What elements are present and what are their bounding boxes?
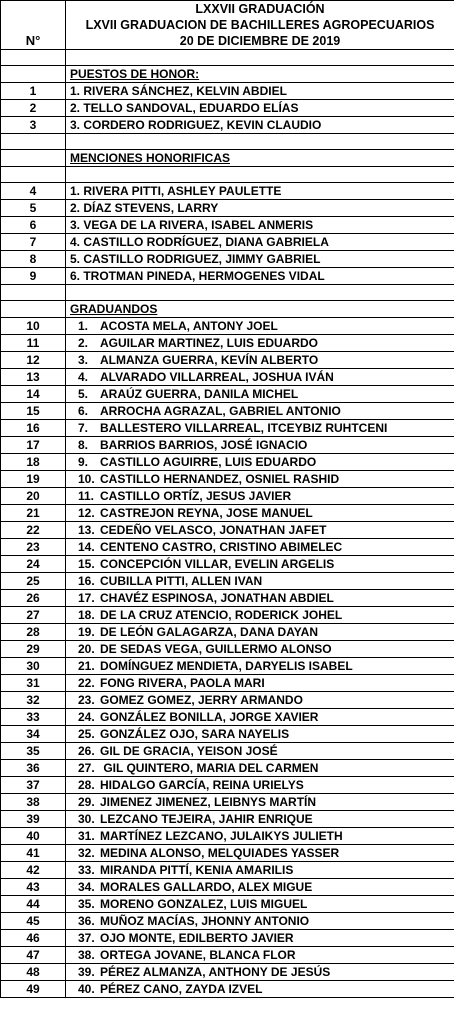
student-name: OJO MONTE, EDILBERTO JAVIER	[100, 931, 294, 945]
student-name: ARROCHA AGRAZAL, GABRIEL ANTONIO	[100, 404, 341, 418]
name-cell	[66, 386, 454, 403]
graduate-index: 19.	[78, 625, 95, 639]
row-number: 31	[1, 675, 66, 692]
name-cell	[66, 675, 454, 692]
row-number: 39	[1, 811, 66, 828]
graduate-index: 13.	[78, 523, 95, 537]
name-cell	[66, 335, 454, 352]
graduate-index: 26.	[78, 744, 95, 758]
student-name: MIRANDA PITTÍ, KENIA AMARILIS	[100, 863, 294, 877]
blank-row	[1, 134, 454, 150]
row-number: 5	[1, 200, 66, 217]
name-cell	[66, 896, 454, 913]
student-name: CASTREJON REYNA, JOSE MANUEL	[100, 506, 313, 520]
row-number: 36	[1, 760, 66, 777]
table-row	[1, 624, 454, 641]
graduate-index: 28.	[78, 778, 95, 792]
table-row	[1, 488, 454, 505]
graduate-index: 17.	[78, 591, 95, 605]
graduate-index: 10.	[78, 472, 95, 486]
graduate-index: 4.	[78, 370, 89, 384]
name-cell	[66, 100, 454, 117]
empty-cell	[1, 134, 66, 150]
row-number: 12	[1, 352, 66, 369]
name-cell	[66, 488, 454, 505]
name-cell	[66, 522, 454, 539]
student-name: 4. CASTILLO RODRÍGUEZ, DIANA GABRIELA	[70, 235, 329, 249]
student-name: GIL QUINTERO, MARIA DEL CARMEN	[100, 761, 319, 775]
student-name: MARTÍNEZ LEZCANO, JULAIKYS JULIETH	[100, 829, 343, 843]
table-row	[1, 83, 454, 100]
student-name: DE SEDAS VEGA, GUILLERMO ALONSO	[100, 642, 332, 656]
student-name: ARAÚZ GUERRA, DANILA MICHEL	[100, 387, 299, 401]
graduate-index: 22.	[78, 676, 95, 690]
table-row	[1, 251, 454, 268]
name-cell	[66, 760, 454, 777]
table-row	[1, 743, 454, 760]
row-number: 8	[1, 251, 66, 268]
table-row	[1, 471, 454, 488]
name-cell	[66, 183, 454, 200]
mentions-section-header	[1, 150, 454, 167]
row-number: 9	[1, 268, 66, 285]
table-row	[1, 335, 454, 352]
table-row	[1, 403, 454, 420]
row-number: 49	[1, 981, 66, 998]
table-row	[1, 964, 454, 981]
student-name: CEDEÑO VELASCO, JONATHAN JAFET	[100, 523, 327, 537]
graduate-index: 27.	[78, 761, 95, 775]
title-line-3: 20 DE DICIEMBRE DE 2019	[179, 34, 341, 48]
table-row	[1, 981, 454, 998]
student-name: GONZÁLEZ OJO, SARA NAYELIS	[100, 727, 290, 741]
graduate-index: 8.	[78, 438, 89, 452]
student-name: DE LEÓN GALAGARZA, DANA DAYAN	[100, 625, 319, 639]
graduate-index: 30.	[78, 812, 95, 826]
table-row	[1, 454, 454, 471]
blank-row	[1, 50, 454, 66]
blank-row	[1, 167, 454, 183]
table-row	[1, 556, 454, 573]
empty-cell	[66, 50, 454, 66]
table-row	[1, 709, 454, 726]
name-cell	[66, 743, 454, 760]
empty-cell	[1, 66, 66, 83]
row-number: 42	[1, 862, 66, 879]
graduate-index: 15.	[78, 557, 95, 571]
table-row	[1, 590, 454, 607]
student-name: 2. TELLO SANDOVAL, EDUARDO ELÍAS	[70, 101, 299, 115]
student-name: CONCEPCIÓN VILLAR, EVELIN ARGELIS	[100, 557, 335, 571]
name-cell	[66, 437, 454, 454]
section-label: GRADUANDOS	[66, 301, 454, 318]
row-number: 32	[1, 692, 66, 709]
table-row	[1, 913, 454, 930]
row-number: 38	[1, 794, 66, 811]
name-cell	[66, 947, 454, 964]
name-cell	[66, 777, 454, 794]
table-row	[1, 573, 454, 590]
name-cell	[66, 352, 454, 369]
row-number: 18	[1, 454, 66, 471]
row-number: 2	[1, 100, 66, 117]
student-name: MEDINA ALONSO, MELQUIADES YASSER	[100, 846, 340, 860]
name-cell	[66, 828, 454, 845]
row-number: 20	[1, 488, 66, 505]
student-name: JIMENEZ JIMENEZ, LEIBNYS MARTÍN	[100, 795, 317, 809]
graduate-index: 39.	[78, 965, 95, 979]
table-row	[1, 845, 454, 862]
row-number: 24	[1, 556, 66, 573]
graduate-index: 35.	[78, 897, 95, 911]
student-name: MORALES GALLARDO, ALEX MIGUE	[100, 880, 313, 894]
student-name: 3. CORDERO RODRIGUEZ, KEVIN CLAUDIO	[70, 118, 322, 132]
row-number: 26	[1, 590, 66, 607]
name-cell	[66, 268, 454, 285]
graduate-index: 25.	[78, 727, 95, 741]
name-cell	[66, 913, 454, 930]
graduate-index: 1.	[78, 319, 89, 333]
row-number: 40	[1, 828, 66, 845]
student-name: BALLESTERO VILLARREAL, ITCEYBIZ RUHTCENI	[100, 421, 388, 435]
table-row	[1, 522, 454, 539]
row-number: 47	[1, 947, 66, 964]
student-name: GOMEZ GOMEZ, JERRY ARMANDO	[100, 693, 303, 707]
row-number: 37	[1, 777, 66, 794]
empty-cell	[1, 167, 66, 183]
name-cell	[66, 641, 454, 658]
graduate-index: 34.	[78, 880, 95, 894]
table-body	[1, 1, 454, 998]
graduate-index: 18.	[78, 608, 95, 622]
row-number: 21	[1, 505, 66, 522]
name-cell	[66, 403, 454, 420]
table-row	[1, 760, 454, 777]
row-number: 23	[1, 539, 66, 556]
row-number: 46	[1, 930, 66, 947]
graduate-index: 24.	[78, 710, 95, 724]
row-number: 7	[1, 234, 66, 251]
student-name: HIDALGO GARCÍA, REINA URIELYS	[100, 778, 304, 792]
table-row	[1, 607, 454, 624]
graduate-index: 9.	[78, 455, 89, 469]
graduate-index: 14.	[78, 540, 95, 554]
name-cell	[66, 454, 454, 471]
name-cell	[66, 420, 454, 437]
document-title	[66, 1, 454, 50]
row-number: 13	[1, 369, 66, 386]
row-number: 30	[1, 658, 66, 675]
name-cell	[66, 794, 454, 811]
row-number: 17	[1, 437, 66, 454]
student-name: PÉREZ ALMANZA, ANTHONY DE JESÚS	[100, 965, 331, 979]
table-row	[1, 828, 454, 845]
empty-cell	[1, 150, 66, 167]
student-name: GIL DE GRACIA, YEISON JOSÉ	[100, 744, 278, 758]
student-name: 1. RIVERA PITTI, ASHLEY PAULETTE	[70, 184, 282, 198]
student-name: DOMÍNGUEZ MENDIETA, DARYELIS ISABEL	[100, 659, 353, 673]
table-row	[1, 777, 454, 794]
table-row	[1, 386, 454, 403]
name-cell	[66, 845, 454, 862]
table-row	[1, 811, 454, 828]
graduate-index: 12.	[78, 506, 95, 520]
title-line-1: LXXVII GRADUACIÓN	[195, 2, 325, 16]
graduate-index: 6.	[78, 404, 89, 418]
table-row	[1, 539, 454, 556]
name-cell	[66, 251, 454, 268]
student-name: DE LA CRUZ ATENCIO, RODERICK JOHEL	[100, 608, 343, 622]
table-row	[1, 100, 454, 117]
graduate-index: 7.	[78, 421, 89, 435]
student-name: ALMANZA GUERRA, KEVÍN ALBERTO	[100, 353, 319, 367]
name-cell	[66, 709, 454, 726]
section-label: MENCIONES HONORIFICAS	[66, 150, 454, 167]
name-cell	[66, 117, 454, 134]
name-cell	[66, 556, 454, 573]
row-number: 28	[1, 624, 66, 641]
student-name: FONG RIVERA, PAOLA MARI	[100, 676, 265, 690]
table-row	[1, 234, 454, 251]
graduate-index: 37.	[78, 931, 95, 945]
graduate-index: 29.	[78, 795, 95, 809]
student-name: ORTEGA JOVANE, BLANCA FLOR	[100, 948, 296, 962]
table-row	[1, 183, 454, 200]
student-name: CUBILLA PITTI, ALLEN IVAN	[100, 574, 263, 588]
student-name: CASTILLO ORTÍZ, JESUS JAVIER	[100, 489, 292, 503]
row-number: 15	[1, 403, 66, 420]
row-number: 43	[1, 879, 66, 896]
table-row	[1, 692, 454, 709]
graduate-index: 31.	[78, 829, 95, 843]
name-cell	[66, 862, 454, 879]
header-row	[1, 1, 454, 50]
row-number: 16	[1, 420, 66, 437]
student-name: MORENO GONZALEZ, LUIS MIGUEL	[100, 897, 308, 911]
name-cell	[66, 726, 454, 743]
student-name: PÉREZ CANO, ZAYDA IZVEL	[100, 982, 263, 996]
row-number: 48	[1, 964, 66, 981]
student-name: 3. VEGA DE LA RIVERA, ISABEL ANMERIS	[70, 218, 314, 232]
empty-cell	[1, 50, 66, 66]
row-number: 34	[1, 726, 66, 743]
graduate-index: 32.	[78, 846, 95, 860]
table-row	[1, 369, 454, 386]
row-number: 3	[1, 117, 66, 134]
row-number: 11	[1, 335, 66, 352]
student-name: MUÑOZ MACÍAS, JHONNY ANTONIO	[100, 914, 310, 928]
name-cell	[66, 217, 454, 234]
table-row	[1, 658, 454, 675]
row-number: 6	[1, 217, 66, 234]
graduate-index: 20.	[78, 642, 95, 656]
number-column-header: N°	[1, 1, 66, 50]
row-number: 22	[1, 522, 66, 539]
student-name: CENTENO CASTRO, CRISTINO ABIMELEC	[100, 540, 343, 554]
table-row	[1, 794, 454, 811]
name-cell	[66, 811, 454, 828]
honors-section-header	[1, 66, 454, 83]
table-row	[1, 200, 454, 217]
student-name: GONZÁLEZ BONILLA, JORGE XAVIER	[100, 710, 319, 724]
name-cell	[66, 658, 454, 675]
row-number: 14	[1, 386, 66, 403]
table-row	[1, 268, 454, 285]
name-cell	[66, 879, 454, 896]
table-row	[1, 117, 454, 134]
student-name: 1. RIVERA SÁNCHEZ, KELVIN ABDIEL	[70, 84, 287, 98]
table-row	[1, 947, 454, 964]
student-name: 5. CASTILLO RODRIGUEZ, JIMMY GABRIEL	[70, 252, 321, 266]
graduate-index: 21.	[78, 659, 95, 673]
name-cell	[66, 607, 454, 624]
name-cell	[66, 624, 454, 641]
table-row	[1, 726, 454, 743]
graduate-index: 11.	[78, 489, 95, 503]
row-number: 44	[1, 896, 66, 913]
student-name: CASTILLO AGUIRRE, LUIS EDUARDO	[100, 455, 317, 469]
row-number: 29	[1, 641, 66, 658]
row-number: 45	[1, 913, 66, 930]
graduates-section-header	[1, 301, 454, 318]
row-number: 4	[1, 183, 66, 200]
row-number: 1	[1, 83, 66, 100]
row-number: 25	[1, 573, 66, 590]
table-row	[1, 675, 454, 692]
section-label: PUESTOS DE HONOR:	[66, 66, 454, 83]
empty-cell	[66, 167, 454, 183]
blank-row	[1, 285, 454, 301]
row-number: 10	[1, 318, 66, 335]
name-cell	[66, 234, 454, 251]
row-number: 19	[1, 471, 66, 488]
graduate-index: 38.	[78, 948, 95, 962]
table-row	[1, 420, 454, 437]
table-row	[1, 930, 454, 947]
empty-cell	[1, 301, 66, 318]
table-row	[1, 505, 454, 522]
empty-cell	[66, 134, 454, 150]
student-name: ALVARADO VILLARREAL, JOSHUA IVÁN	[100, 370, 334, 384]
table-row	[1, 896, 454, 913]
name-cell	[66, 318, 454, 335]
row-number: 41	[1, 845, 66, 862]
table-row	[1, 879, 454, 896]
name-cell	[66, 590, 454, 607]
student-name: CASTILLO HERNANDEZ, OSNIEL RASHID	[100, 472, 340, 486]
graduate-index: 3.	[78, 353, 89, 367]
graduate-index: 16.	[78, 574, 95, 588]
name-cell	[66, 964, 454, 981]
name-cell	[66, 930, 454, 947]
table-row	[1, 352, 454, 369]
graduate-index: 5.	[78, 387, 89, 401]
row-number: 35	[1, 743, 66, 760]
student-name: BARRIOS BARRIOS, JOSÉ IGNACIO	[100, 438, 308, 452]
graduate-index: 36.	[78, 914, 95, 928]
name-cell	[66, 539, 454, 556]
name-cell	[66, 471, 454, 488]
name-cell	[66, 200, 454, 217]
table-row	[1, 862, 454, 879]
table-row	[1, 641, 454, 658]
graduate-index: 23.	[78, 693, 95, 707]
name-cell	[66, 505, 454, 522]
student-name: LEZCANO TEJEIRA, JAHIR ENRIQUE	[100, 812, 313, 826]
name-cell	[66, 692, 454, 709]
graduate-index: 33.	[78, 863, 95, 877]
title-line-2: LXVII GRADUACION DE BACHILLERES AGROPECUARIOS	[85, 18, 435, 32]
row-number: 33	[1, 709, 66, 726]
student-name: 6. TROTMAN PINEDA, HERMOGENES VIDAL	[70, 269, 325, 283]
name-cell	[66, 981, 454, 998]
graduate-index: 2.	[78, 336, 89, 350]
name-cell	[66, 573, 454, 590]
empty-cell	[1, 285, 66, 301]
table-row	[1, 437, 454, 454]
table-row	[1, 217, 454, 234]
student-name: ACOSTA MELA, ANTONY JOEL	[100, 319, 278, 333]
table-row	[1, 318, 454, 335]
student-name: CHAVÉZ ESPINOSA, JONATHAN ABDIEL	[100, 591, 334, 605]
graduate-index: 40.	[78, 982, 95, 996]
student-name: AGUILAR MARTINEZ, LUIS EDUARDO	[100, 336, 318, 350]
student-name: 2. DÍAZ STEVENS, LARRY	[70, 201, 219, 215]
name-cell	[66, 369, 454, 386]
row-number: 27	[1, 607, 66, 624]
empty-cell	[66, 285, 454, 301]
name-cell	[66, 83, 454, 100]
